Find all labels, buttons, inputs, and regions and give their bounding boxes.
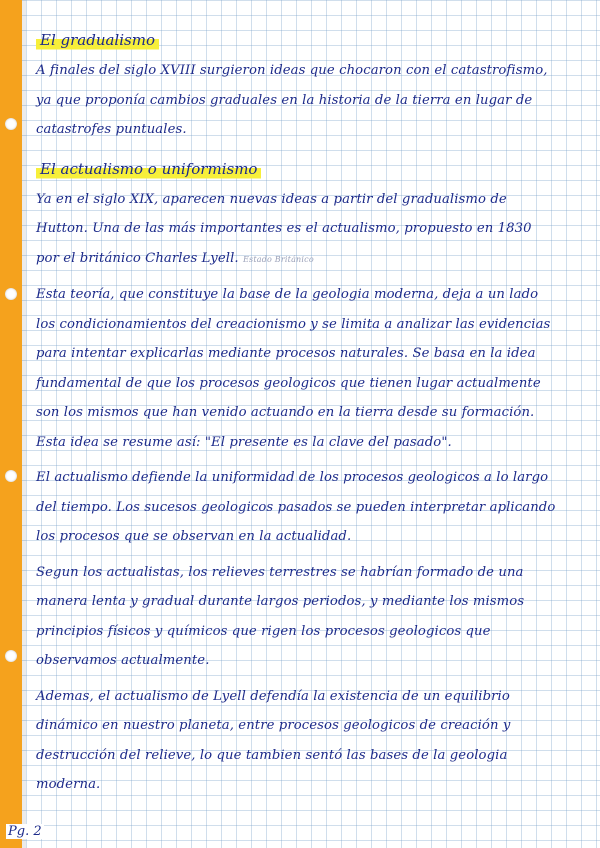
- section-heading: El actualismo o uniformismo: [36, 157, 261, 181]
- section-paragraph: A finales del siglo XVIII surgieron ideas que chocaron con el catastrofismo, ya que proponía cambios graduales en la historia de la tierra en lugar de catastrofes puntuales.: [36, 63, 548, 137]
- binder-hole: [5, 288, 17, 300]
- notes-content: [36, 28, 558, 812]
- section-paragraph: [36, 185, 558, 275]
- section-gradualismo: [36, 28, 558, 145]
- binder-hole: [5, 470, 17, 482]
- section-paragraph: El actualismo defiende la uniformidad de los procesos geologicos a lo largo del tiempo. Los sucesos geologicos pasados se pueden interpretar aplicando los procesos que se observan en la actualidad.: [36, 470, 556, 544]
- binder-holes: [4, 0, 20, 848]
- section-paragraph: Segun los actualistas, los relieves terrestres se habrían formado de una manera lenta y gradual durante largos periodos, y mediante los mismos principios físicos y químicos que rigen los procesos geologicos que observamos actualmente.: [36, 564, 525, 668]
- section-heading: El gradualismo: [36, 28, 159, 52]
- section-paragraph: Esta teoría, que constituye la base de la geologia moderna, deja a un lado los condicionamientos del creacionismo y se limita a analizar las evidencias para intentar explicarlas mediante procesos naturales. Se basa en la idea fundamental de que los procesos geologicos que tienen lugar actualmente son los mismos que han venido actuando en la tierra desde su formación. Esta idea se resume así: "El presente es la clave del pasado".: [36, 287, 551, 450]
- binder-hole: [5, 118, 17, 130]
- binder-hole: [5, 650, 17, 662]
- page-number-label: Pg. 2: [8, 824, 42, 839]
- margin-annotation: Estado Británico: [242, 254, 314, 264]
- section-paragraph: Ademas, el actualismo de Lyell defendía la existencia de un equilibrio dinámico en nuestro planeta, entre procesos geologicos de creación y destrucción del relieve, lo que tambien sentó las bases de la geologia moderna.: [36, 688, 511, 792]
- paragraph-text: Ya en el siglo XIX, aparecen nuevas ideas a partir del gradualismo de Hutton. Una de las más importantes es el actualismo, propuesto en 1830 por el británico Charles Lyell.: [36, 191, 532, 266]
- section-actualismo: [36, 157, 558, 800]
- margin-shadow: [22, 0, 26, 848]
